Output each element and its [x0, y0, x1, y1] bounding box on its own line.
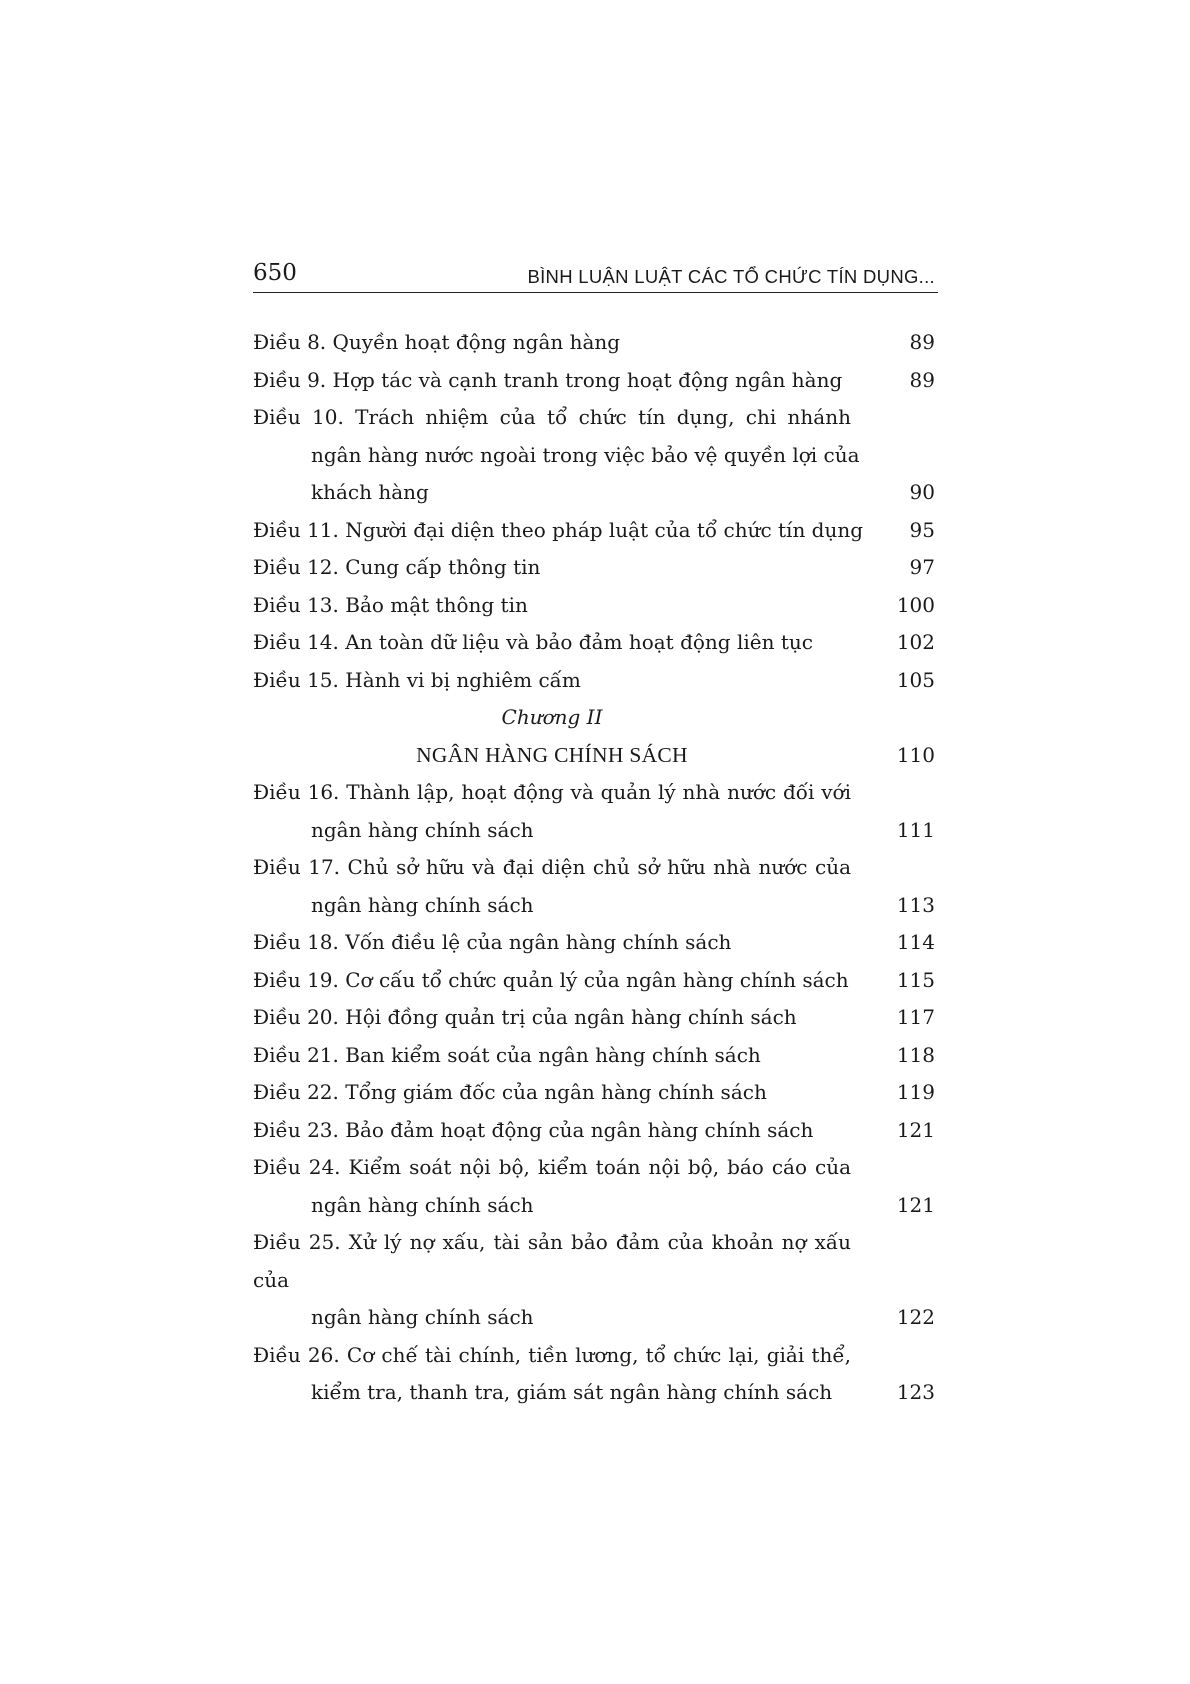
- toc-entry-page-number: 89: [909, 330, 935, 354]
- toc-entry: [253, 849, 938, 924]
- toc-entry-page-number: 115: [896, 967, 935, 992]
- chapter-page-number: 110: [896, 742, 935, 767]
- toc-entry-title: Điều 9. Hợp tác và cạnh tranh trong hoạt động ngân hàng: [253, 367, 843, 392]
- toc-entry: [253, 924, 938, 962]
- toc-entry-page-number: 118: [896, 1042, 935, 1067]
- toc-entry-page-number: 90: [909, 480, 935, 504]
- toc-entry-title: Điều 15. Hành vi bị nghiêm cấm: [253, 667, 581, 692]
- toc-entry-title: Điều 18. Vốn điều lệ của ngân hàng chính sách: [253, 930, 732, 954]
- toc-entry-title-continuation: ngân hàng chính sách: [311, 817, 534, 842]
- toc-entry-page-number: 102: [896, 630, 935, 654]
- toc-entries-chapter-2: [253, 774, 938, 1412]
- toc-entry: [253, 1337, 938, 1412]
- toc-entry-page-number: 121: [896, 1192, 935, 1217]
- toc-entry-page-number: 114: [896, 930, 935, 954]
- toc-entry-title: Điều 11. Người đại diện theo pháp luật của tổ chức tín dụng: [253, 517, 864, 542]
- toc-entry: [253, 399, 938, 512]
- toc-entry: [253, 1037, 938, 1075]
- toc-entry-page-number: 105: [896, 667, 935, 692]
- toc-entry-page-number: 113: [896, 892, 935, 917]
- toc-entry-title: Điều 16. Thành lập, hoạt động và quản lý nhà nước đối với: [253, 780, 851, 804]
- toc-entry: [253, 999, 938, 1037]
- chapter-heading: [253, 737, 938, 775]
- toc-entry-title: Điều 10. Trách nhiệm của tổ chức tín dụng, chi nhánh: [253, 405, 851, 429]
- toc-entry-title: Điều 21. Ban kiểm soát của ngân hàng chính sách: [253, 1042, 761, 1067]
- toc-entry-page-number: 117: [896, 1005, 935, 1029]
- toc-entry-title: Điều 25. Xử lý nợ xấu, tài sản bảo đảm của khoản nợ xấu của: [253, 1230, 851, 1292]
- toc-entry-page-number: 100: [896, 592, 935, 617]
- toc-entry-title-continuation: khách hàng: [311, 480, 429, 504]
- toc-entry-page-number: 119: [896, 1080, 935, 1104]
- toc-entry: [253, 624, 938, 662]
- toc-entry: [253, 587, 938, 625]
- toc-entry: [253, 362, 938, 400]
- toc-entry-page-number: 89: [909, 367, 935, 392]
- toc-entry: [253, 962, 938, 1000]
- toc-entry-title-continuation: ngân hàng chính sách: [311, 892, 534, 917]
- toc-entry-title-continuation: kiểm tra, thanh tra, giám sát ngân hàng chính sách: [311, 1380, 833, 1404]
- running-title: BÌNH LUẬN LUẬT CÁC TỔ CHỨC TÍN DỤNG...: [527, 266, 935, 287]
- toc-entry: [253, 1149, 938, 1224]
- toc-entry-title: Điều 14. An toàn dữ liệu và bảo đảm hoạt động liên tục: [253, 630, 813, 654]
- toc-entry: [253, 1074, 938, 1112]
- toc-entry-title: Điều 20. Hội đồng quản trị của ngân hàng chính sách: [253, 1005, 797, 1029]
- table-of-contents: [253, 324, 938, 1412]
- chapter-label: Chương II: [501, 705, 603, 729]
- toc-entry: [253, 512, 938, 550]
- toc-entry-title: Điều 19. Cơ cấu tổ chức quản lý của ngân hàng chính sách: [253, 967, 849, 992]
- toc-entry-title: Điều 24. Kiểm soát nội bộ, kiểm toán nội bộ, báo cáo của: [253, 1155, 851, 1179]
- toc-entry-page-number: 95: [909, 517, 935, 542]
- toc-entry-title: Điều 23. Bảo đảm hoạt động của ngân hàng chính sách: [253, 1117, 814, 1142]
- chapter-title: NGÂN HÀNG CHÍNH SÁCH: [416, 742, 688, 767]
- toc-entry-title: Điều 22. Tổng giám đốc của ngân hàng chính sách: [253, 1080, 767, 1104]
- page-number: 650: [253, 260, 297, 286]
- toc-entry-title-continuation: ngân hàng chính sách: [311, 1192, 534, 1217]
- toc-entry-title: Điều 17. Chủ sở hữu và đại diện chủ sở hữu nhà nước của: [253, 855, 851, 879]
- toc-entry: [253, 1112, 938, 1150]
- toc-entry-title-continuation: ngân hàng chính sách: [311, 1305, 534, 1329]
- toc-entries-chapter-1: [253, 324, 938, 699]
- toc-entry-page-number: 122: [896, 1305, 935, 1329]
- toc-entry-page-number: 123: [896, 1380, 935, 1404]
- toc-entry: [253, 549, 938, 587]
- toc-entry-page-number: 111: [896, 817, 935, 842]
- toc-entry-title-continuation: ngân hàng nước ngoài trong việc bảo vệ quyền lợi của: [311, 442, 860, 467]
- toc-entry: [253, 662, 938, 700]
- toc-entry-title: Điều 26. Cơ chế tài chính, tiền lương, tổ chức lại, giải thể,: [253, 1342, 851, 1367]
- toc-entry-page-number: 121: [896, 1117, 935, 1142]
- toc-entry: [253, 774, 938, 849]
- toc-entry-title: Điều 8. Quyền hoạt động ngân hàng: [253, 330, 621, 354]
- toc-entry-page-number: 97: [909, 555, 935, 579]
- toc-entry: [253, 324, 938, 362]
- page-header: [253, 262, 938, 293]
- toc-entry-title: Điều 12. Cung cấp thông tin: [253, 555, 541, 579]
- toc-entry: [253, 1224, 938, 1337]
- toc-entry-title: Điều 13. Bảo mật thông tin: [253, 592, 528, 617]
